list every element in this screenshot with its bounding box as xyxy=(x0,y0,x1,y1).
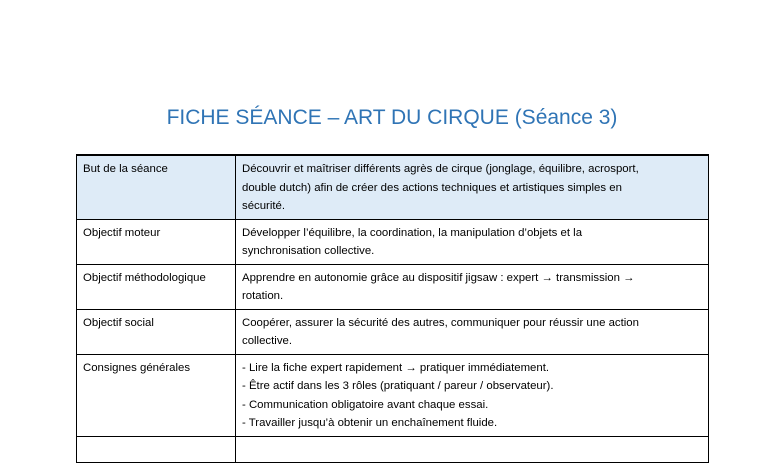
row-content xyxy=(236,219,709,264)
row-text-line: Développer l’équilibre, la coordination, la manipulation d’objets et la xyxy=(242,226,583,239)
row-content xyxy=(236,309,709,354)
row-label: But de la séance xyxy=(77,155,236,219)
table-row-goal xyxy=(77,155,709,219)
page-title: FICHE SÉANCE – ART DU CIRQUE (Séance 3) xyxy=(166,106,618,129)
row-text-line: - Être actif dans les 3 rôles (pratiquant / pareur / observateur). xyxy=(242,380,554,392)
row-text-line: Découvrir et maîtriser différents agrès de cirque (jonglage, équilibre, acrosport, xyxy=(242,163,639,175)
row-text-line: - Travailler jusqu’à obtenir un enchaînement fluide. xyxy=(242,417,498,429)
table-row-next-partial xyxy=(77,436,709,463)
row-label: Consignes générales xyxy=(77,354,236,436)
row-label: Objectif social xyxy=(77,309,236,354)
row-content xyxy=(236,155,709,219)
row-label: Objectif méthodologique xyxy=(77,264,236,309)
row-label xyxy=(77,436,236,463)
row-text-line: rotation. xyxy=(242,290,284,302)
table-row-motor-objective xyxy=(77,219,709,264)
row-text-line: - Communication obligatoire avant chaque essai. xyxy=(242,398,489,411)
row-content xyxy=(236,354,709,436)
row-text-line: collective. xyxy=(242,335,293,347)
table-row-social-objective xyxy=(77,309,709,354)
row-content xyxy=(236,436,709,463)
table-row-general-instructions xyxy=(77,354,709,436)
row-text-line: Apprendre en autonomie grâce au dispositif jigsaw : expert → transmission → xyxy=(242,271,635,284)
session-table xyxy=(76,154,709,463)
row-content xyxy=(236,264,709,309)
row-text-line: sécurité. xyxy=(242,200,286,212)
row-text-line: synchronisation collective. xyxy=(242,245,375,257)
table-row-methodological-objective xyxy=(77,264,709,309)
row-label: Objectif moteur xyxy=(77,219,236,264)
row-text-line: - Lire la fiche expert rapidement → pratiquer immédiatement. xyxy=(242,361,550,374)
row-text-line: double dutch) afin de créer des actions techniques et artistiques simples en xyxy=(242,181,622,194)
row-text-line: Coopérer, assurer la sécurité des autres, communiquer pour réussir une action xyxy=(242,316,639,329)
